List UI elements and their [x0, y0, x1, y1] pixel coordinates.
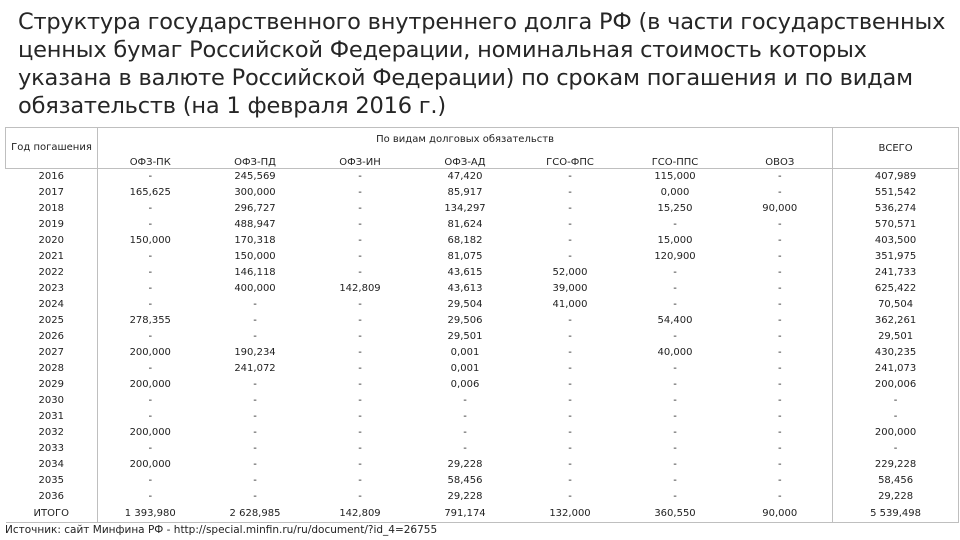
total-cell: 407,989	[833, 169, 959, 186]
value-cell: -	[358, 171, 362, 182]
value-cell: -	[568, 379, 572, 390]
value-cell: 165,625	[129, 187, 171, 198]
column-header: ОВОЗ	[728, 150, 833, 169]
table-row	[6, 201, 959, 217]
value-cell: -	[358, 187, 362, 198]
total-cell: -	[833, 393, 959, 409]
value-cell: 15,250	[657, 203, 693, 214]
value-cell: -	[358, 267, 362, 278]
year-cell: 2023	[6, 281, 98, 297]
value-cell: -	[728, 297, 833, 313]
value-cell: 1 393,980	[98, 505, 203, 523]
year-cell: 2022	[6, 265, 98, 281]
table-body	[6, 169, 959, 523]
total-cell: 58,456	[833, 473, 959, 489]
table-row	[6, 281, 959, 297]
value-cell: 43,615	[447, 267, 483, 278]
value-cell: -	[358, 363, 362, 374]
total-cell: 551,542	[833, 185, 959, 201]
value-cell: -	[568, 331, 572, 342]
value-cell: -	[728, 313, 833, 329]
value-cell: -	[358, 315, 362, 326]
table-row	[6, 233, 959, 249]
value-cell: 58,456	[447, 475, 483, 486]
total-cell: 351,975	[833, 249, 959, 265]
value-cell: 150,000	[129, 235, 171, 246]
value-cell: -	[253, 411, 257, 422]
value-cell: 90,000	[728, 505, 833, 523]
value-cell: -	[253, 443, 257, 454]
source-note: Источник: сайт Минфина РФ - http://special.minfin.ru/ru/document/?id_4=26755	[5, 524, 438, 536]
value-cell: -	[358, 491, 362, 502]
value-cell: -	[728, 329, 833, 345]
value-cell: -	[148, 203, 153, 214]
value-cell: -	[253, 315, 257, 326]
column-header: ГСО-ФПС	[518, 150, 623, 169]
table-row	[6, 361, 959, 377]
value-cell: 85,917	[447, 187, 483, 198]
value-cell: -	[148, 363, 153, 374]
value-cell: 68,182	[447, 235, 483, 246]
value-cell: 132,000	[518, 505, 623, 523]
value-cell: -	[728, 377, 833, 393]
year-cell: 2031	[6, 409, 98, 425]
total-cell: 570,571	[833, 217, 959, 233]
value-cell: -	[673, 267, 677, 278]
value-cell: -	[673, 219, 677, 230]
value-cell: -	[358, 379, 362, 390]
value-cell: -	[568, 219, 572, 230]
value-cell: 40,000	[657, 347, 693, 358]
value-cell: 146,118	[234, 267, 276, 278]
value-cell: 245,569	[234, 171, 276, 182]
value-cell: -	[253, 379, 257, 390]
year-cell: 2033	[6, 441, 98, 457]
value-cell: -	[568, 363, 572, 374]
year-cell: 2021	[6, 249, 98, 265]
value-cell: -	[148, 443, 153, 454]
value-cell: -	[148, 411, 153, 422]
total-column-header: ВСЕГО	[833, 128, 959, 169]
total-cell: 200,006	[833, 377, 959, 393]
value-cell: -	[728, 265, 833, 281]
year-cell: 2028	[6, 361, 98, 377]
value-cell: -	[358, 203, 362, 214]
value-cell: -	[253, 299, 257, 310]
total-cell: 29,228	[833, 489, 959, 505]
value-cell: -	[728, 425, 833, 441]
value-cell: -	[728, 169, 833, 186]
value-cell: 150,000	[234, 251, 276, 262]
table-row	[6, 457, 959, 473]
year-column-header: Год погашения	[6, 128, 98, 169]
value-cell: 142,809	[308, 505, 413, 523]
value-cell: -	[358, 443, 362, 454]
value-cell: 360,550	[623, 505, 728, 523]
value-cell: 29,228	[447, 459, 483, 470]
value-cell: -	[568, 459, 572, 470]
value-cell: -	[728, 457, 833, 473]
value-cell: -	[728, 233, 833, 249]
year-cell: 2024	[6, 297, 98, 313]
value-cell: 200,000	[129, 459, 171, 470]
value-cell: -	[253, 395, 257, 406]
value-cell: -	[253, 491, 257, 502]
value-cell: -	[673, 395, 677, 406]
value-cell: 43,613	[447, 283, 483, 294]
value-cell: -	[673, 443, 677, 454]
value-cell: -	[728, 345, 833, 361]
value-cell: -	[673, 475, 677, 486]
value-cell: 29,228	[447, 491, 483, 502]
value-cell: -	[463, 427, 467, 438]
value-cell: -	[728, 393, 833, 409]
value-cell: -	[568, 235, 572, 246]
value-cell: 200,000	[129, 347, 171, 358]
value-cell: 81,075	[447, 251, 483, 262]
year-cell: 2025	[6, 313, 98, 329]
value-cell: 54,400	[657, 315, 693, 326]
value-cell: -	[148, 491, 153, 502]
value-cell: 29,506	[447, 315, 483, 326]
value-cell: -	[673, 283, 677, 294]
table-row	[6, 249, 959, 265]
value-cell: 47,420	[447, 171, 483, 182]
value-cell: -	[568, 443, 572, 454]
year-cell: 2018	[6, 201, 98, 217]
value-cell: -	[253, 459, 257, 470]
value-cell: -	[728, 361, 833, 377]
value-cell: -	[568, 427, 572, 438]
value-cell: -	[148, 283, 153, 294]
year-cell: 2027	[6, 345, 98, 361]
value-cell: -	[673, 491, 677, 502]
value-cell: -	[358, 475, 362, 486]
value-cell: 41,000	[552, 299, 588, 310]
total-cell: 29,501	[833, 329, 959, 345]
table-row	[6, 297, 959, 313]
column-header: ОФЗ-АД	[413, 150, 518, 169]
value-cell: -	[463, 395, 467, 406]
value-cell: 142,809	[339, 283, 381, 294]
value-cell: -	[358, 299, 362, 310]
value-cell: -	[358, 459, 362, 470]
total-cell: 403,500	[833, 233, 959, 249]
value-cell: -	[568, 251, 572, 262]
value-cell: 120,900	[654, 251, 696, 262]
total-cell: 229,228	[833, 457, 959, 473]
value-cell: -	[568, 203, 572, 214]
year-cell: 2029	[6, 377, 98, 393]
year-cell: 2016	[6, 169, 98, 186]
value-cell: -	[148, 299, 153, 310]
value-cell: -	[568, 315, 572, 326]
value-cell: -	[673, 363, 677, 374]
value-cell: -	[148, 267, 153, 278]
value-cell: -	[728, 217, 833, 233]
year-cell: 2030	[6, 393, 98, 409]
value-cell: -	[568, 395, 572, 406]
value-cell: 200,000	[129, 379, 171, 390]
value-cell: -	[673, 427, 677, 438]
total-row	[6, 505, 959, 523]
value-cell: -	[358, 219, 362, 230]
table-row	[6, 409, 959, 425]
value-cell: -	[148, 475, 153, 486]
value-cell: 200,000	[129, 427, 171, 438]
column-headers-row	[6, 150, 959, 169]
value-cell: -	[148, 251, 153, 262]
value-cell: -	[253, 331, 257, 342]
value-cell: 488,947	[234, 219, 276, 230]
value-cell: -	[673, 331, 677, 342]
table-row	[6, 313, 959, 329]
table-row	[6, 169, 959, 186]
value-cell: 170,318	[234, 235, 276, 246]
value-cell: -	[728, 441, 833, 457]
table-row	[6, 425, 959, 441]
table-row	[6, 217, 959, 233]
obligation-types-header: По видам долговых обязательств	[98, 128, 833, 151]
year-cell: ИТОГО	[6, 505, 98, 523]
value-cell: -	[568, 491, 572, 502]
year-cell: 2017	[6, 185, 98, 201]
value-cell: -	[568, 475, 572, 486]
column-header: ГСО-ППС	[623, 150, 728, 169]
total-cell: -	[833, 441, 959, 457]
value-cell: 0,000	[660, 187, 690, 198]
table-row	[6, 441, 959, 457]
value-cell: -	[463, 443, 467, 454]
value-cell: 296,727	[234, 203, 276, 214]
total-cell: 430,235	[833, 345, 959, 361]
total-cell: 200,000	[833, 425, 959, 441]
value-cell: 81,624	[447, 219, 483, 230]
value-cell: -	[463, 411, 467, 422]
value-cell: 115,000	[654, 171, 696, 182]
value-cell: -	[148, 331, 153, 342]
value-cell: 0,001	[450, 363, 480, 374]
value-cell: 0,001	[450, 347, 480, 358]
value-cell: -	[358, 331, 362, 342]
value-cell: -	[148, 171, 153, 182]
table-row	[6, 377, 959, 393]
value-cell: 15,000	[657, 235, 693, 246]
value-cell: 90,000	[728, 201, 833, 217]
value-cell: 190,234	[234, 347, 276, 358]
total-cell: 536,274	[833, 201, 959, 217]
year-cell: 2032	[6, 425, 98, 441]
value-cell: 29,501	[447, 331, 483, 342]
total-cell: 70,504	[833, 297, 959, 313]
value-cell: -	[253, 427, 257, 438]
table-row	[6, 329, 959, 345]
total-cell: 5 539,498	[833, 505, 959, 523]
table-row	[6, 345, 959, 361]
value-cell: -	[358, 395, 362, 406]
value-cell: -	[358, 411, 362, 422]
column-header: ОФЗ-ИН	[308, 150, 413, 169]
year-cell: 2034	[6, 457, 98, 473]
total-cell: 241,733	[833, 265, 959, 281]
value-cell: 134,297	[444, 203, 486, 214]
total-cell: 241,073	[833, 361, 959, 377]
total-cell: 625,422	[833, 281, 959, 297]
value-cell: -	[673, 411, 677, 422]
value-cell: 278,355	[129, 315, 171, 326]
value-cell: 52,000	[552, 267, 588, 278]
value-cell: 39,000	[552, 283, 588, 294]
value-cell: -	[728, 185, 833, 201]
total-cell: 362,261	[833, 313, 959, 329]
table-row	[6, 393, 959, 409]
value-cell: -	[673, 459, 677, 470]
value-cell: -	[358, 251, 362, 262]
value-cell: -	[358, 427, 362, 438]
value-cell: -	[358, 235, 362, 246]
year-cell: 2019	[6, 217, 98, 233]
value-cell: -	[568, 187, 572, 198]
value-cell: -	[728, 249, 833, 265]
value-cell: -	[728, 489, 833, 505]
value-cell: -	[728, 473, 833, 489]
table-row	[6, 473, 959, 489]
value-cell: 0,006	[450, 379, 480, 390]
column-header: ОФЗ-ПД	[203, 150, 308, 169]
value-cell: -	[728, 281, 833, 297]
year-cell: 2036	[6, 489, 98, 505]
value-cell: -	[673, 379, 677, 390]
year-cell: 2026	[6, 329, 98, 345]
value-cell: -	[568, 171, 572, 182]
table-row	[6, 265, 959, 281]
value-cell: -	[568, 347, 572, 358]
year-cell: 2020	[6, 233, 98, 249]
value-cell: 791,174	[413, 505, 518, 523]
value-cell: 400,000	[234, 283, 276, 294]
table-row	[6, 489, 959, 505]
year-cell: 2035	[6, 473, 98, 489]
slide-title: Структура государственного внутреннего долга РФ (в части государственных ценных бумаг Российской Федерации, номинальная стоимость которых указана в валюте Российской Федерации) по срокам погашения и по видам обязательств (на 1 февраля 2016 г.)	[18, 9, 946, 119]
value-cell: -	[253, 475, 257, 486]
value-cell: 29,504	[447, 299, 483, 310]
value-cell: 300,000	[234, 187, 276, 198]
debt-structure-table	[5, 127, 959, 523]
value-cell: -	[728, 409, 833, 425]
value-cell: 2 628,985	[203, 505, 308, 523]
value-cell: -	[358, 347, 362, 358]
value-cell: -	[148, 219, 153, 230]
value-cell: 241,072	[234, 363, 276, 374]
value-cell: -	[673, 299, 677, 310]
table-row	[6, 185, 959, 201]
value-cell: -	[148, 395, 153, 406]
column-header: ОФЗ-ПК	[98, 150, 203, 169]
total-cell: -	[833, 409, 959, 425]
value-cell: -	[568, 411, 572, 422]
